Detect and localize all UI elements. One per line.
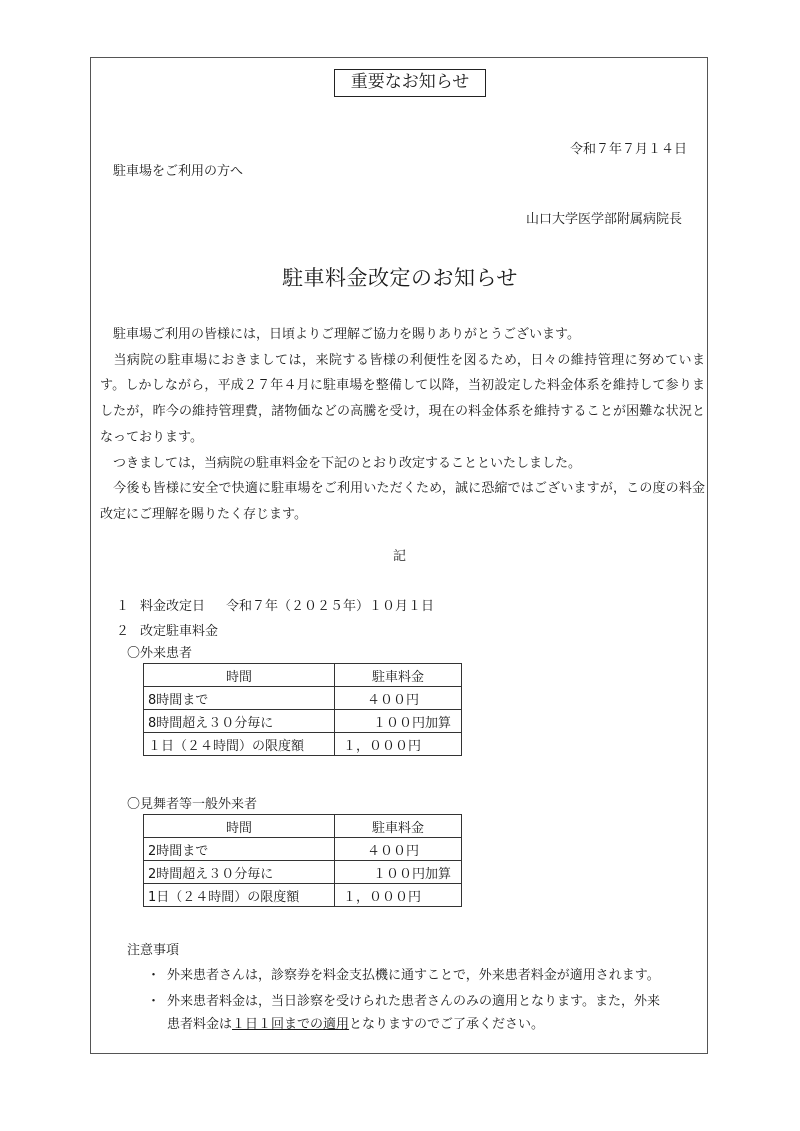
outpatient-fee-table (143, 663, 462, 756)
issue-date: 令和７年７月１４日 (569, 142, 687, 157)
outpatient-heading: 〇外来患者 (127, 646, 193, 661)
body-paragraph: 当病院の駐車場におきましては，来院する皆様の利便性を図るため，日々の維持管理に努めています。しかしながら，平成２７年４月に駐車場を整備して以降，当初設定した料金体系を維持して参りましたが，昨今の維持管理費，諸物価などの高騰を受け，現在の料金体系を維持することが困難な状況となっております。 (100, 352, 705, 445)
note-2-line-1: 外来患者料金は，当日診察を受けられた患者さんのみの適用となります。また，外来 (167, 994, 660, 1009)
note-2-line-2 (167, 1013, 544, 1032)
table-row (144, 838, 462, 861)
table-header-cell: 時間 (144, 815, 335, 838)
visitor-fee-table (143, 814, 462, 907)
table-header-cell: 駐車料金 (335, 664, 462, 687)
table-header-row (144, 664, 462, 687)
table-header-cell: 時間 (144, 664, 335, 687)
table-row (144, 687, 462, 710)
note-2-underlined-text: １日１回までの適用 (232, 1017, 350, 1032)
ki-heading: 記 (393, 549, 407, 564)
time-cell: 8時間超え３０分毎に (144, 710, 335, 733)
item-1-number: １ (116, 599, 130, 614)
time-cell: 1日（２４時間）の限度額 (144, 884, 335, 907)
sender: 山口大学医学部附属病院長 (525, 212, 682, 227)
addressee: 駐車場をご利用の方へ (113, 164, 244, 179)
time-cell: 8時間まで (144, 687, 335, 710)
body-paragraph: つきましては，当病院の駐車料金を下記のとおり改定することといたしました。 (100, 455, 582, 471)
item-1-value: 令和７年（２０２５年）１０月１日 (226, 599, 435, 614)
note-2-text: 患者料金は (167, 1017, 233, 1032)
fee-cell: １００円加算 (335, 861, 462, 884)
table-row (144, 733, 462, 756)
bullet-icon: ・ (147, 968, 161, 983)
table-row (144, 710, 462, 733)
item-2-number: ２ (116, 624, 130, 639)
table-row (144, 861, 462, 884)
fee-cell: １，０００円 (335, 733, 462, 756)
time-cell: 2時間超え３０分毎に (144, 861, 335, 884)
time-cell: 2時間まで (144, 838, 335, 861)
fee-cell: ４００円 (335, 687, 462, 710)
note-2-text: となりますのでご了承ください。 (349, 1017, 545, 1032)
item-1-label: 料金改定日 (140, 599, 206, 614)
body-text (100, 322, 705, 528)
fee-cell: ４００円 (335, 838, 462, 861)
page-title: 駐車料金改定のお知らせ (282, 266, 518, 290)
table-row (144, 884, 462, 907)
table-header-row (144, 815, 462, 838)
notes-heading: 注意事項 (127, 943, 180, 958)
table-header-cell: 駐車料金 (335, 815, 462, 838)
fee-cell: １，０００円 (335, 884, 462, 907)
visitor-heading: 〇見舞者等一般外来者 (127, 797, 258, 812)
bullet-icon: ・ (147, 994, 161, 1009)
important-notice-banner: 重要なお知らせ (334, 69, 486, 97)
fee-cell: １００円加算 (335, 710, 462, 733)
body-paragraph: 今後も皆様に安全で快適に駐車場をご利用いただくため，誠に恐縮ではございますが，この度の料金改定にご理解を賜りたく存じます。 (100, 481, 705, 522)
note-1: 外来患者さんは，診察券を料金支払機に通すことで，外来患者料金が適用されます。 (167, 968, 660, 983)
item-2-label: 改定駐車料金 (140, 624, 219, 639)
time-cell: １日（２４時間）の限度額 (144, 733, 335, 756)
body-paragraph: 駐車場ご利用の皆様には，日頃よりご理解ご協力を賜りありがとうございます。 (100, 327, 580, 342)
